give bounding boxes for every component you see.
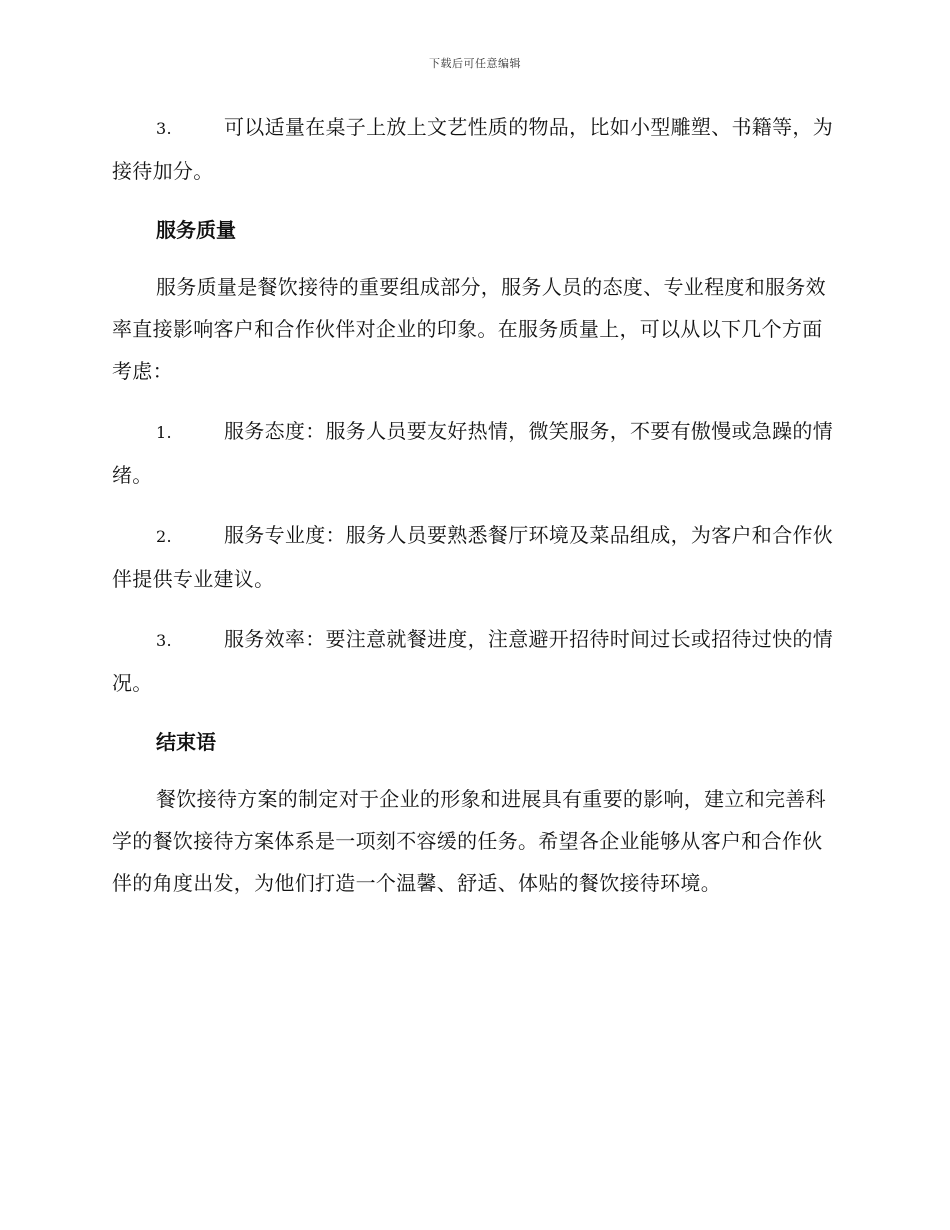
- paragraph-conclusion: 餐饮接待方案的制定对于企业的形象和进展具有重要的影响，建立和完善科学的餐饮接待方案体系是一项刻不容缓的任务。希望各企业能够从客户和合作伙伴的角度出发，为他们打造一个温馨、舒适、体贴的餐饮接待环境。: [112, 787, 826, 895]
- list-item: [112, 410, 836, 496]
- list-item: [112, 618, 836, 704]
- list-item: [112, 514, 836, 600]
- header-note: 下载后可任意编辑: [429, 57, 521, 70]
- list-item: [112, 106, 836, 192]
- list-number: 3.: [156, 631, 172, 650]
- list-text: 服务效率：要注意就餐进度，注意避开招待时间过长或招待过快的情况。: [112, 627, 833, 695]
- paragraph-service-quality: 服务质量是餐饮接待的重要组成部分，服务人员的态度、专业程度和服务效率直接影响客户和合作伙伴对企业的印象。在服务质量上，可以从以下几个方面考虑：: [112, 275, 826, 383]
- list-text: 服务态度：服务人员要友好热情，微笑服务，不要有傲慢或急躁的情绪。: [112, 419, 833, 487]
- document-body: [112, 106, 836, 922]
- list-number: 2.: [156, 527, 172, 546]
- list-number: 3.: [156, 119, 172, 138]
- section-heading-service-quality: 服务质量: [156, 218, 236, 242]
- list-number: 1.: [156, 423, 172, 442]
- list-text: 可以适量在桌子上放上文艺性质的物品，比如小型雕塑、书籍等，为接待加分。: [112, 115, 833, 183]
- section-heading-conclusion: 结束语: [156, 730, 216, 754]
- list-text: 服务专业度：服务人员要熟悉餐厅环境及菜品组成，为客户和合作伙伴提供专业建议。: [112, 523, 833, 591]
